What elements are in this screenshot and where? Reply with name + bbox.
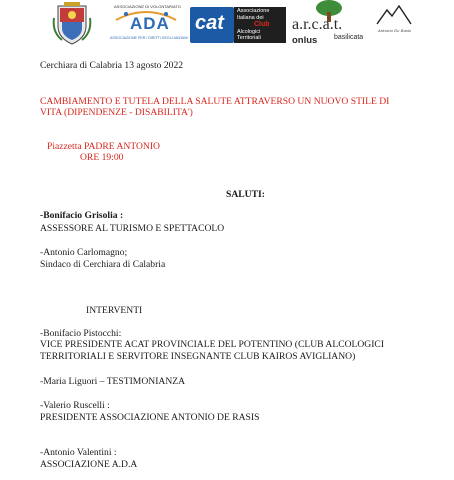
interventi-heading: INTERVENTI — [86, 305, 143, 316]
title-line-2: VITA (DIPENDENZE - DISABILITA') — [40, 107, 193, 118]
arcat-logo — [292, 0, 366, 48]
interventi-role-1b: TERRITORIALI E SERVITORE INSEGNANTE CLUB KAIROS AVIGLIANO) — [40, 351, 356, 362]
title-line-1: CAMBIAMENTO E TUTELA DELLA SALUTE ATTRAVERSO UN NUOVO STILE DI — [40, 96, 390, 107]
cat-side-line-3: Club — [254, 21, 270, 28]
cat-side-line-1: Associazione — [237, 8, 270, 14]
cat-side-line-5: Territoriali — [237, 35, 261, 41]
interventi-name-4: -Antonio Valentini : — [40, 447, 117, 458]
venue-time: ORE 19:00 — [80, 152, 124, 163]
place-date: Cerchiara di Calabria 13 agosto 2022 — [40, 60, 184, 71]
ada-acronym: ADA — [130, 14, 170, 33]
saluti-role-2: Sindaco di Cerchiara di Calabria — [40, 259, 166, 270]
municipal-coat-of-arms-icon — [52, 2, 92, 46]
ada-logo — [110, 4, 188, 44]
arcat-region: basilicata — [334, 34, 364, 41]
arcat-onlus: onlus — [292, 35, 318, 46]
interventi-role-3: PRESIDENTE ASSOCIAZIONE ANTONIO DE RASIS — [40, 412, 260, 423]
interventi-name-3: -Valerio Ruscelli : — [40, 400, 110, 411]
saluti-heading: SALUTI: — [226, 189, 265, 200]
ada-assoc-line: ASSOCIAZIONE DI VOLONTARIATO — [114, 4, 181, 9]
interventi-role-4: ASSOCIAZIONE A.D.A — [40, 459, 138, 470]
logo-row — [0, 0, 454, 48]
interventi-role-1a: VICE PRESIDENTE ACAT PROVINCIALE DEL POTENTINO (CLUB ALCOLOGICI — [40, 339, 385, 350]
cat-side-line-4: Alcologici — [237, 29, 261, 35]
interventi-name-1: -Bonifacio Pistocchi: — [40, 328, 122, 339]
saluti-role-1: ASSESSORE AL TURISMO E SPETTACOLO — [40, 223, 225, 234]
interventi-name-2: -Maria Liguori – TESTIMONIANZA — [40, 376, 186, 387]
saluti-name-2: -Antonio Carlomagno; — [40, 247, 128, 258]
venue-place: Piazzetta PADRE ANTONIO — [47, 141, 160, 152]
mountain-logo — [372, 4, 416, 42]
saluti-name-1: -Bonifacio Grisolia : — [40, 210, 124, 221]
mountain-caption: Antonio De Rasis — [378, 28, 411, 33]
cat-side-line-2: Italiana dei — [237, 15, 264, 21]
mountain-icon — [376, 4, 412, 26]
cat-logo — [190, 7, 286, 43]
cat-text: cat — [195, 12, 224, 34]
ada-caption: ASSOCIAZIONE PER I DIRITTI DEGLI ANZIANI — [110, 36, 188, 40]
arcat-name: a.r.c.a.t. — [292, 16, 343, 33]
